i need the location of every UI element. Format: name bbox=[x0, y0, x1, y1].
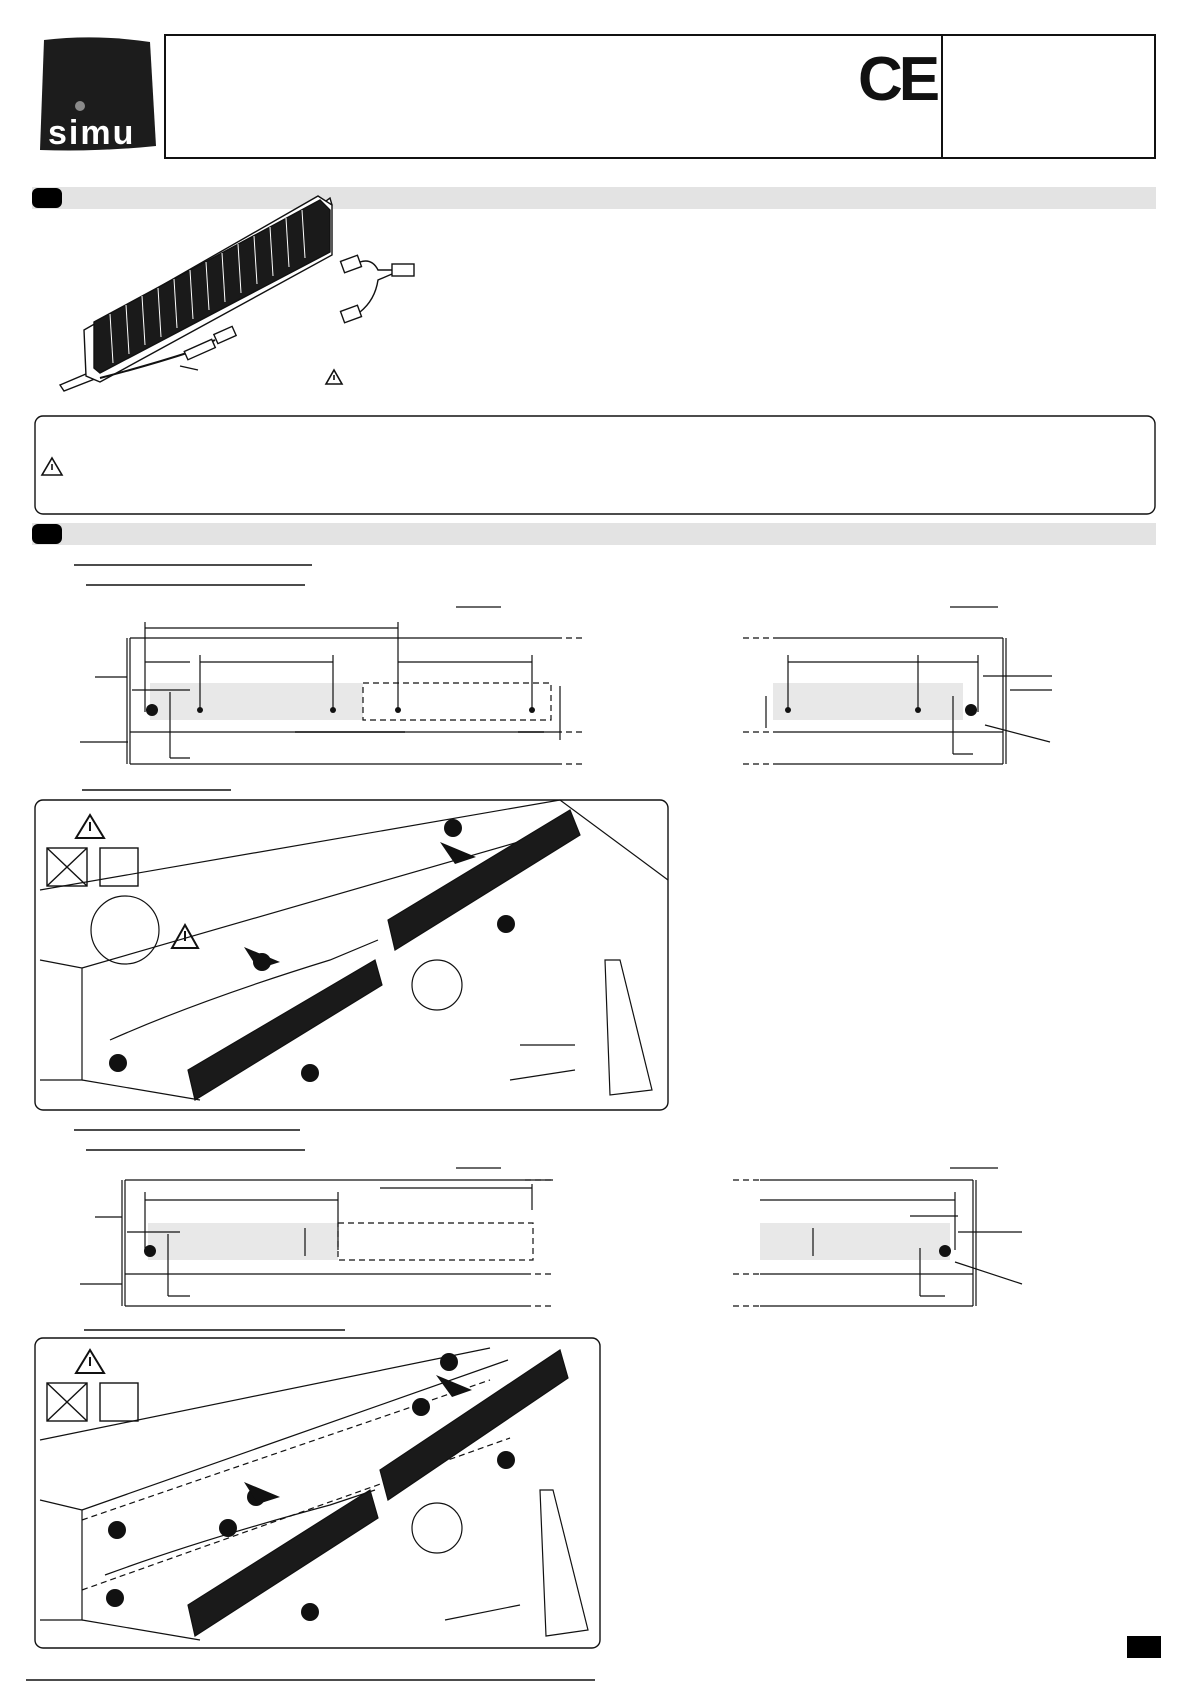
ce-mark: CE bbox=[858, 45, 937, 114]
warning-triangle-icon bbox=[76, 815, 198, 948]
drilling-diagram-b-left bbox=[80, 1168, 553, 1306]
logo-text: simu bbox=[48, 114, 136, 152]
section-2-badge bbox=[32, 524, 62, 544]
section-1-badge bbox=[32, 188, 62, 208]
warning-triangle-icon bbox=[326, 370, 342, 384]
page-number-badge bbox=[1127, 1636, 1161, 1658]
drilling-diagram-a-right bbox=[743, 607, 1052, 764]
no-cleaning-icon bbox=[47, 1383, 138, 1421]
warning-triangle-icon bbox=[76, 1350, 104, 1373]
installation-illustration-a bbox=[40, 800, 668, 1100]
drilling-diagram-b-right bbox=[733, 1168, 1022, 1306]
drilling-diagram-a-left bbox=[80, 607, 584, 764]
no-cleaning-icon bbox=[47, 848, 138, 886]
warning-triangle-icon bbox=[42, 458, 62, 475]
solar-panel-illustration bbox=[60, 196, 414, 391]
